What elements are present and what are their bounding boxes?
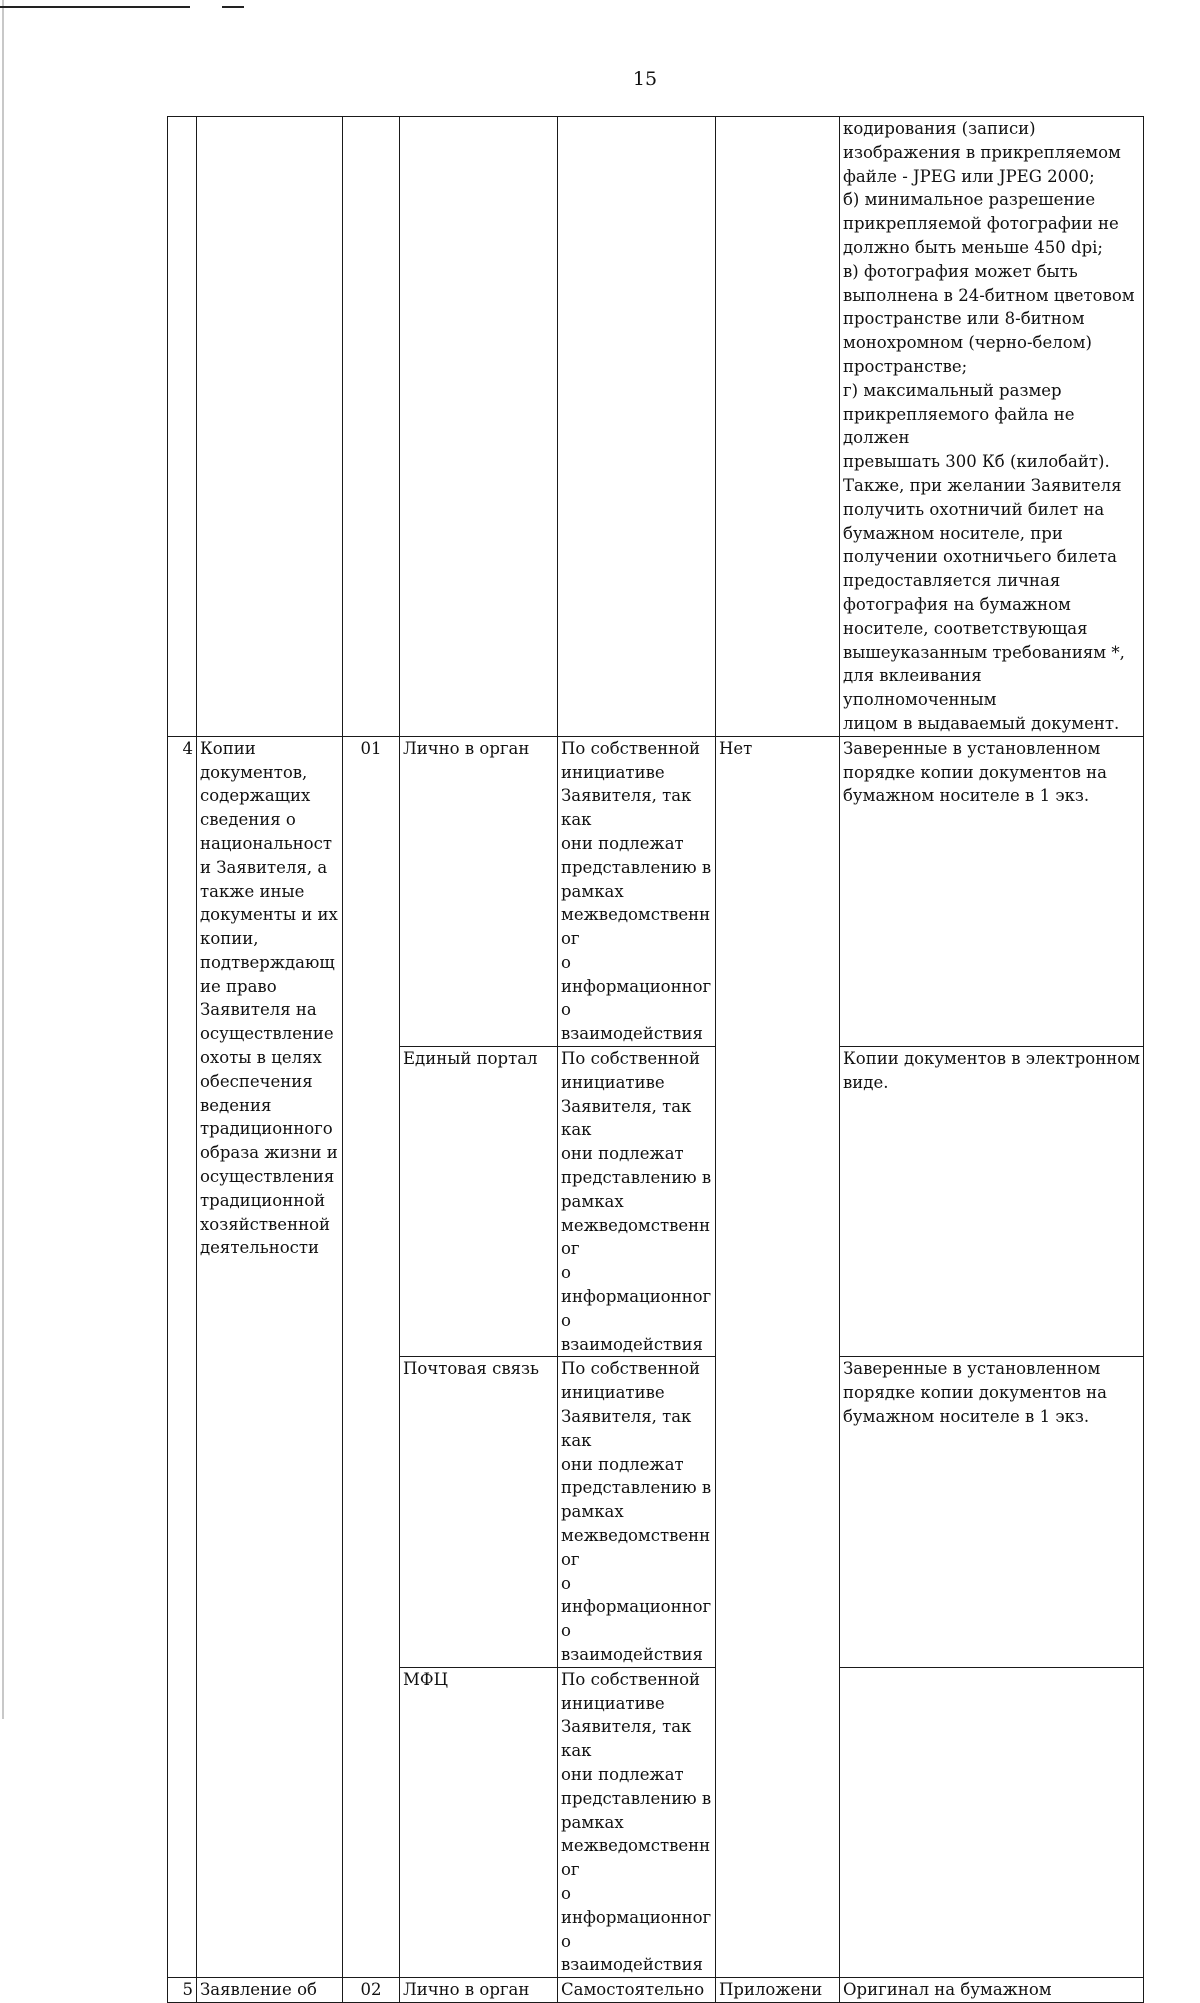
submission-method: Лично в орган <box>400 736 558 1046</box>
form-note: Приложени <box>716 1978 840 2003</box>
row-number: 4 <box>168 736 197 1977</box>
method-cell <box>400 117 558 737</box>
document-name: Заявление об <box>197 1978 343 2003</box>
submission-method: Лично в орган <box>400 1978 558 2003</box>
scan-artifact-top-left <box>0 6 190 8</box>
form-note-cell <box>716 117 840 737</box>
submission-condition: Самостоятельно <box>558 1978 716 2003</box>
row-number: 5 <box>168 1978 197 2003</box>
requirements: Заверенные в установленном порядке копии документов на бумажном носителе в 1 экз. <box>840 736 1144 1046</box>
code-cell <box>343 117 400 737</box>
table-row-4 <box>168 736 1144 1046</box>
scan-artifact-top-mid <box>222 6 244 8</box>
requirements: Заверенные в установленном порядке копии документов на бумажном носителе в 1 экз. <box>840 1357 1144 1667</box>
document-name: Копии документов, содержащих сведения о национальност и Заявителя, а также иные документы и их копии, подтверждающ ие право Заявителя на осуществление охоты в целях обеспечения ведения традиционного образа жизни и осуществления традиционной хозяйственной деятельности <box>197 736 343 1977</box>
table-row-5 <box>168 1978 1144 2003</box>
submission-method: Почтовая связь <box>400 1357 558 1667</box>
condition-cell <box>558 117 716 737</box>
scan-artifact-left-edge <box>2 0 4 1719</box>
document-code: 01 <box>343 736 400 1977</box>
submission-method: Единый портал <box>400 1047 558 1357</box>
documents-table <box>167 116 1144 2003</box>
submission-condition: По собственной инициативе Заявителя, так как они подлежат представлению в рамках межведомственног о информационного взаимодействия <box>558 1667 716 1977</box>
document-code: 02 <box>343 1978 400 2003</box>
submission-method: МФЦ <box>400 1667 558 1977</box>
requirements-cell: кодирования (записи) изображения в прикрепляемом файле - JPEG или JPEG 2000; б) минимальное разрешение прикрепляемой фотографии не должно быть меньше 450 dpi; в) фотография может быть выполнена в 24-битном цветовом пространстве или 8-битном монохромном (черно-белом) пространстве; г) максимальный размер прикрепляемого файла не должен превышать 300 Кб (килобайт). Также, при желании Заявителя получить охотничий билет на бумажном носителе, при получении охотничьего билета предоставляется личная фотография на бумажном носителе, соответствующая вышеуказанным требованиям *, для вклеивания уполномоченным лицом в выдаваемый документ. <box>840 117 1144 737</box>
requirements: Оригинал на бумажном <box>840 1978 1144 2003</box>
submission-condition: По собственной инициативе Заявителя, так как они подлежат представлению в рамках межведомственног о информационного взаимодействия <box>558 1357 716 1667</box>
table-row-continued <box>168 117 1144 737</box>
num-cell <box>168 117 197 737</box>
page-number: 15 <box>632 68 658 90</box>
submission-condition: По собственной инициативе Заявителя, так как они подлежат представлению в рамках межведомственног о информационного взаимодействия <box>558 1047 716 1357</box>
document-cell <box>197 117 343 737</box>
form-note: Нет <box>716 736 840 1977</box>
requirements <box>840 1667 1144 1977</box>
submission-condition: По собственной инициативе Заявителя, так как они подлежат представлению в рамках межведомственног о информационного взаимодействия <box>558 736 716 1046</box>
requirements: Копии документов в электронном виде. <box>840 1047 1144 1357</box>
